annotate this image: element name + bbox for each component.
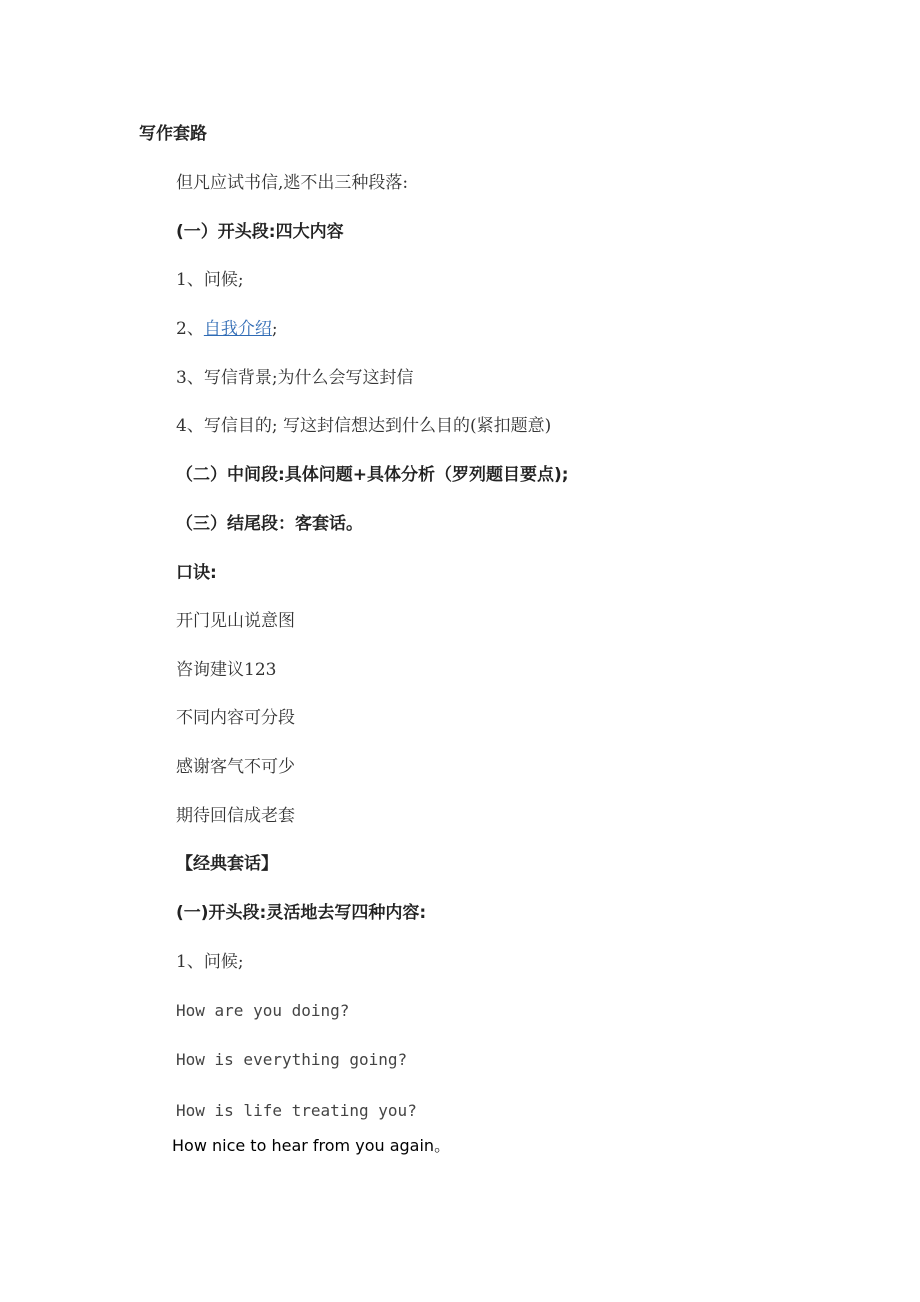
list-item-suffix: ; xyxy=(271,319,278,339)
mnemonic-heading: 口诀: xyxy=(176,563,217,583)
mnemonic-line: 感谢客气不可少 xyxy=(176,757,295,777)
mnemonic-line: 咨询建议123 xyxy=(176,660,277,680)
self-intro-link[interactable]: 自我介绍 xyxy=(203,319,272,339)
example-phrase-last: How nice to hear from you again。 xyxy=(172,1136,451,1155)
list-item-background: 3、写信背景;为什么会写这封信 xyxy=(176,368,414,388)
example-phrase: How is everything going? xyxy=(176,1050,408,1069)
section2-heading: （二）中间段:具体问题+具体分析（罗列题目要点); xyxy=(176,465,569,485)
classic-phrases-heading: 【经典套话】 xyxy=(176,854,278,874)
mnemonic-line: 不同内容可分段 xyxy=(176,708,295,728)
section1-heading: (一）开头段:四大内容 xyxy=(176,222,344,242)
list-item-purpose: 4、写信目的; 写这封信想达到什么目的(紧扣题意) xyxy=(176,416,552,436)
intro-text: 但凡应试书信,逃不出三种段落: xyxy=(176,173,409,193)
list-item-self-intro xyxy=(176,318,278,340)
section3-heading: （三）结尾段：客套话。 xyxy=(176,514,363,534)
classic-section1-heading: (一)开头段:灵活地去写四种内容: xyxy=(176,903,427,923)
list-item-greeting: 1、问候; xyxy=(176,270,244,290)
example-phrase: How are you doing? xyxy=(176,1001,350,1020)
list-item-prefix: 2、 xyxy=(176,319,204,339)
classic-list-item-greeting: 1、问候; xyxy=(176,952,244,972)
example-phrase: How is life treating you? xyxy=(176,1101,417,1120)
doc-title: 写作套路 xyxy=(139,124,207,144)
mnemonic-line: 期待回信成老套 xyxy=(176,806,295,826)
mnemonic-line: 开门见山说意图 xyxy=(176,611,295,631)
